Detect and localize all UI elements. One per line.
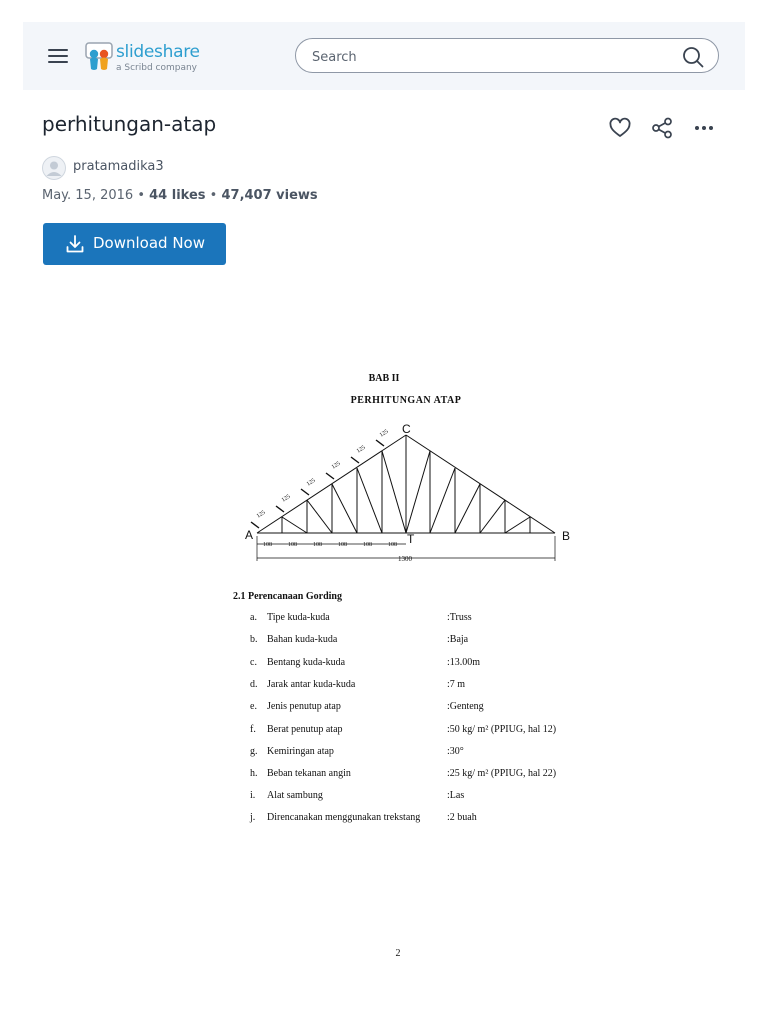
spec-letter: j. (250, 812, 256, 823)
chapter-label: BAB II (368, 373, 400, 384)
spec-label: Direncanakan menggunakan trekstang (267, 812, 421, 823)
slope-dim: 125 (305, 477, 317, 488)
search-input[interactable] (310, 46, 654, 68)
download-label: Download Now (93, 234, 205, 252)
slope-dim: 125 (280, 493, 292, 504)
user-icon (42, 156, 66, 180)
spec-letter: h. (250, 768, 258, 779)
logo-tagline: a Scribd company (116, 63, 198, 73)
spec-label: Jenis penutup atap (267, 701, 341, 712)
likes-count: 44 likes (149, 188, 206, 203)
avatar[interactable] (42, 156, 66, 180)
slope-dim: 125 (355, 444, 367, 455)
more-icon[interactable] (692, 116, 716, 140)
download-button[interactable] (43, 223, 226, 265)
spec-value: :13.00m (447, 657, 481, 668)
section-title: 2.1 Perencanaan Gording (233, 591, 342, 602)
page-title: perhitungan-atap (42, 112, 217, 136)
spec-letter: e. (250, 701, 257, 712)
slope-dim: 125 (330, 460, 342, 471)
spec-label: Berat penutup atap (267, 724, 343, 735)
bottom-dim: 108 (313, 542, 322, 548)
node-b: B (562, 529, 571, 543)
search-icon[interactable] (682, 46, 704, 68)
spec-letter: b. (250, 634, 258, 645)
spec-label: Kemiringan atap (267, 746, 334, 757)
spec-value: :Genteng (447, 701, 484, 712)
spec-letter: g. (250, 746, 258, 757)
spec-value: :30° (447, 746, 464, 757)
spec-letter: c. (250, 657, 257, 668)
views-count: 47,407 views (221, 188, 318, 203)
slope-dim: 125 (378, 428, 390, 439)
page-number: 2 (395, 948, 401, 959)
bottom-dim: 108 (288, 542, 297, 548)
spec-value: :50 kg/ m² (PPIUG, hal 12) (447, 724, 557, 735)
author-name[interactable]: pratamadika3 (73, 159, 164, 174)
spec-letter: i. (250, 790, 256, 801)
spec-label: Jarak antar kuda-kuda (267, 679, 356, 690)
slideshare-logo-icon (85, 41, 113, 73)
heart-icon[interactable] (608, 116, 632, 140)
bottom-dim: 108 (388, 542, 397, 548)
spec-label: Tipe kuda-kuda (267, 612, 330, 623)
truss-diagram (240, 418, 580, 578)
bottom-dim: 108 (363, 542, 372, 548)
share-icon[interactable] (650, 116, 674, 140)
slideshare-logo[interactable] (85, 40, 205, 74)
spec-value: :25 kg/ m² (PPIUG, hal 22) (447, 768, 557, 779)
spec-label: Alat sambung (267, 790, 323, 801)
meta-separator: • (137, 188, 145, 203)
node-t: T (407, 532, 415, 546)
bottom-dim: 108 (263, 542, 272, 548)
bottom-dim: 108 (338, 542, 347, 548)
bottom-dimensions (263, 542, 413, 563)
spec-value: :Baja (447, 634, 469, 645)
span-dim: 1300 (398, 555, 412, 563)
node-c: C (402, 422, 411, 436)
spec-value: :Truss (447, 612, 472, 623)
download-icon (65, 234, 85, 254)
meta-separator: • (209, 188, 218, 203)
hamburger-icon[interactable] (48, 49, 68, 63)
spec-label: Beban tekanan angin (267, 768, 351, 779)
slope-dim: 125 (255, 509, 267, 520)
top-bar (23, 22, 745, 90)
document-heading: PERHITUNGAN ATAP (350, 395, 462, 406)
search-box (295, 38, 719, 73)
logo-wordmark: slideshare (116, 42, 200, 62)
truss-members (257, 435, 555, 561)
slope-dimensions (256, 429, 390, 520)
spec-label: Bahan kuda-kuda (267, 634, 338, 645)
spec-label: Bentang kuda-kuda (267, 657, 346, 668)
document-meta (42, 188, 318, 203)
action-bar (608, 116, 720, 140)
spec-letter: d. (250, 679, 258, 690)
spec-value: :2 buah (447, 812, 477, 823)
spec-value: :7 m (447, 679, 466, 690)
spec-letter: a. (250, 612, 257, 623)
spec-letter: f. (250, 724, 256, 735)
document-page (0, 290, 768, 1010)
slope-ticks (251, 440, 384, 528)
node-a: A (245, 528, 254, 542)
upload-date: May. 15, 2016 (42, 188, 134, 203)
spec-value: :Las (447, 790, 465, 801)
